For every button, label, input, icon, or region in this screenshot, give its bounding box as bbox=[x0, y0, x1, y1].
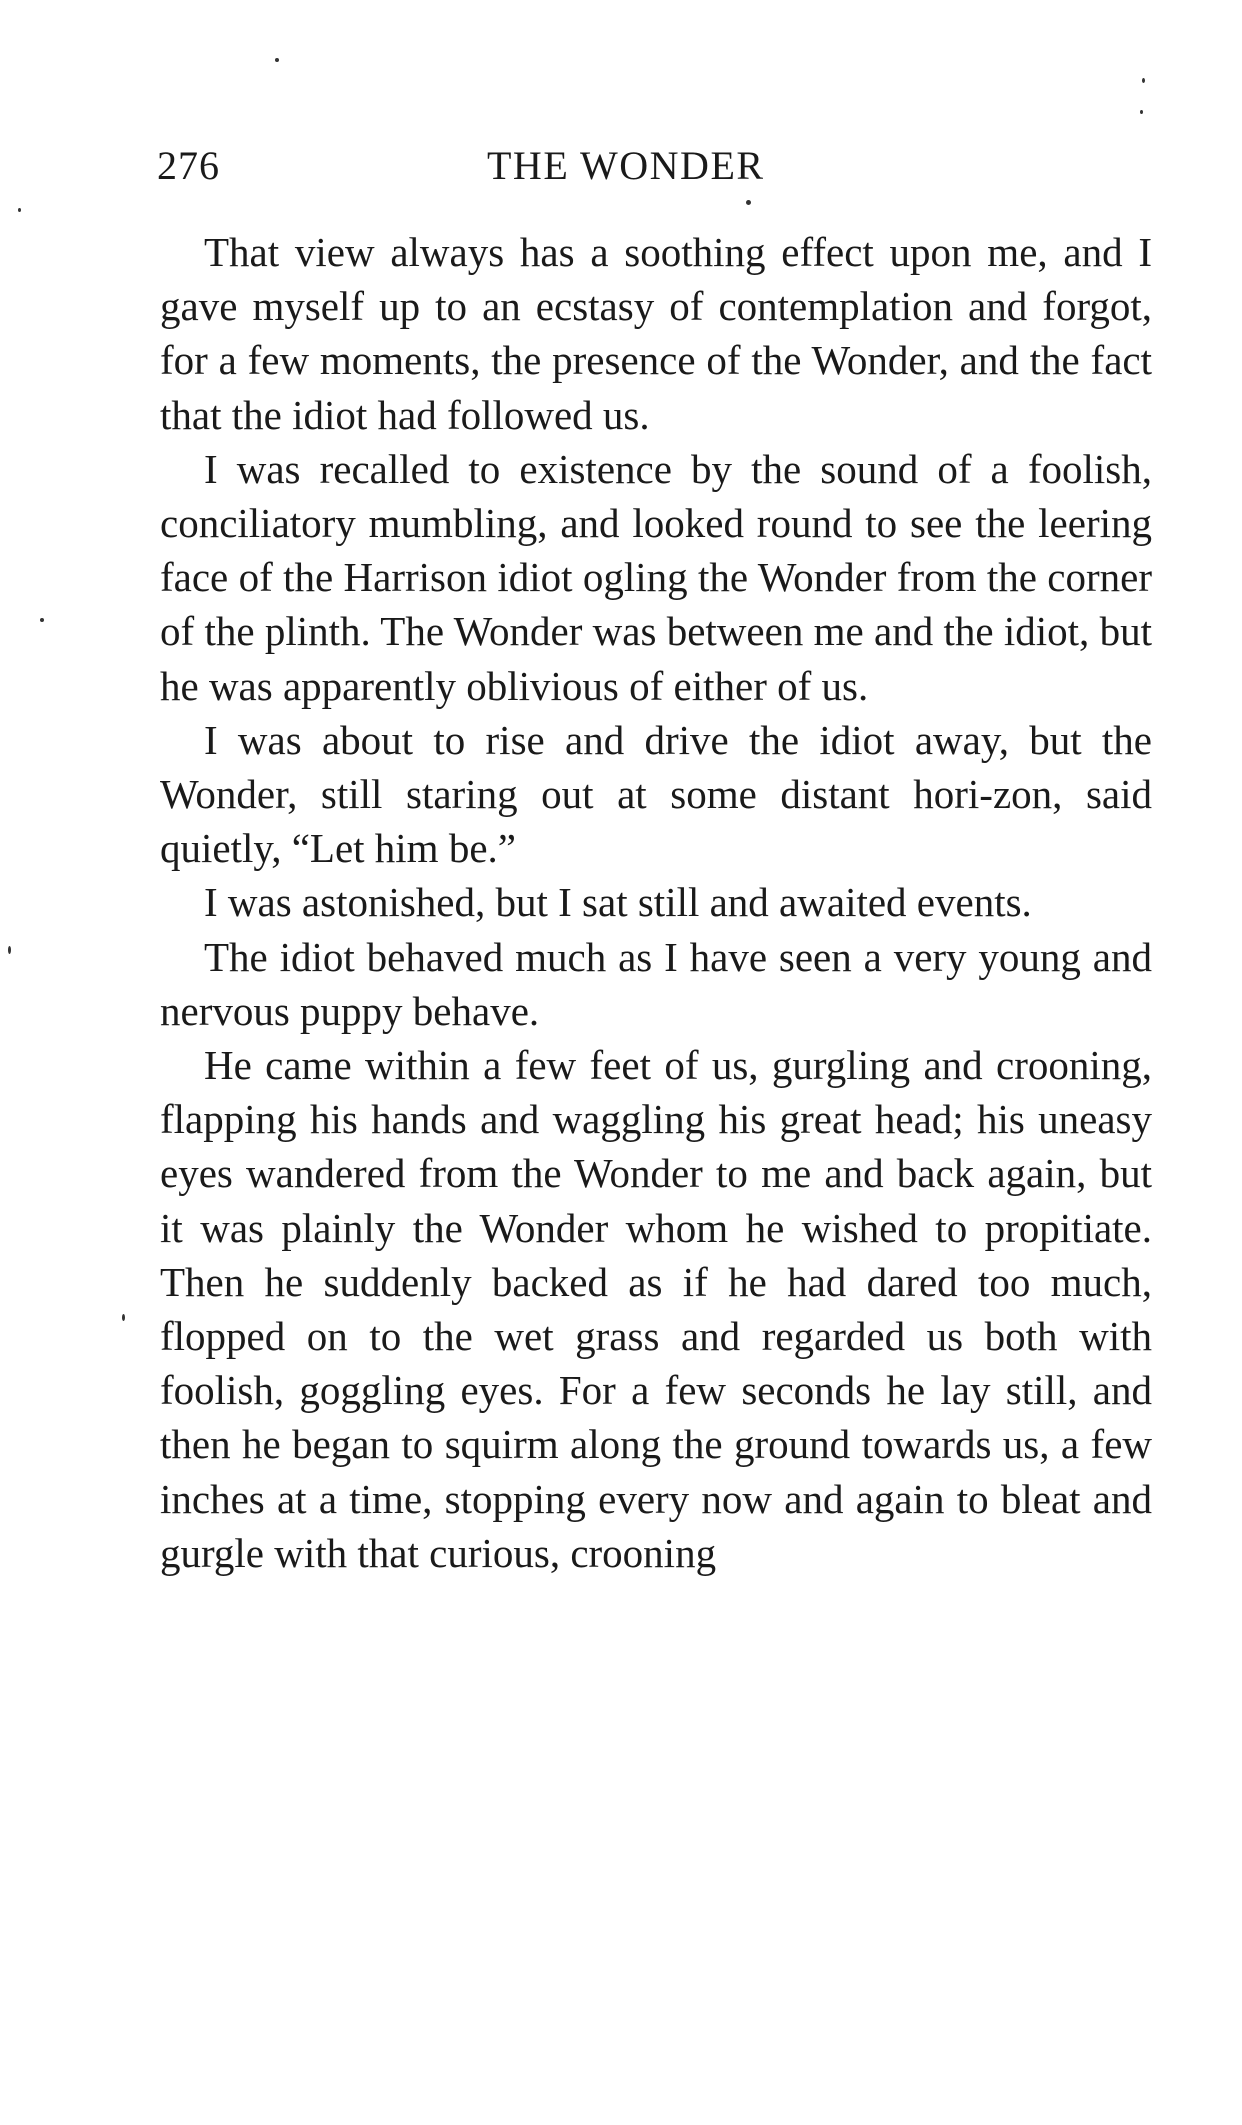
scan-speck bbox=[122, 1314, 125, 1321]
paragraph: That view always has a soothing effect upon me, and I gave myself up to an ecstasy of contemplation and forgot, for a few moments, the presence of the Wonder, and the fact that the idiot had followed us. bbox=[160, 229, 1152, 438]
paragraph: He came within a few feet of us, gurgling and crooning, flapping his hands and waggling his great head; his uneasy eyes wandered from the Wonder to me and back again, but it was plainly the Wonder whom he wished to propitiate. Then he suddenly backed as if he had dared too much, flopped on to the wet grass and regarded us both with foolish, goggling eyes. For a few seconds he lay still, and then he began to squirm along the ground towards us, a few inches at a time, stopping every now and again to bleat and gurgle with that curious, crooning bbox=[160, 1042, 1152, 1576]
paragraph: I was astonished, but I sat still and awaited events. bbox=[204, 879, 1032, 926]
scan-speck bbox=[18, 208, 21, 212]
scan-speck bbox=[746, 200, 751, 205]
scan-speck bbox=[275, 58, 279, 62]
scan-speck bbox=[8, 946, 11, 954]
running-title: THE WONDER bbox=[487, 143, 765, 188]
scan-speck bbox=[1142, 78, 1145, 83]
body-text bbox=[160, 225, 1152, 1580]
paragraph: I was recalled to existence by the sound of a foolish, conciliatory mumbling, and looked round to see the leering face of the Harrison idiot ogling the Wonder from the corner of the plinth. The Wonder was between me and the idiot, but he was apparently oblivious of either of us. bbox=[160, 445, 1152, 709]
scan-speck bbox=[1140, 110, 1143, 114]
running-head bbox=[157, 142, 1152, 202]
paragraph: I was about to rise and drive the idiot away, but the Wonder, still staring out at some distant hori-zon, said quietly, “Let him be.” bbox=[160, 716, 1152, 872]
scan-speck bbox=[40, 618, 44, 622]
page-number: 276 bbox=[157, 143, 220, 188]
paragraph: The idiot behaved much as I have seen a very young and nervous puppy behave. bbox=[160, 933, 1152, 1034]
